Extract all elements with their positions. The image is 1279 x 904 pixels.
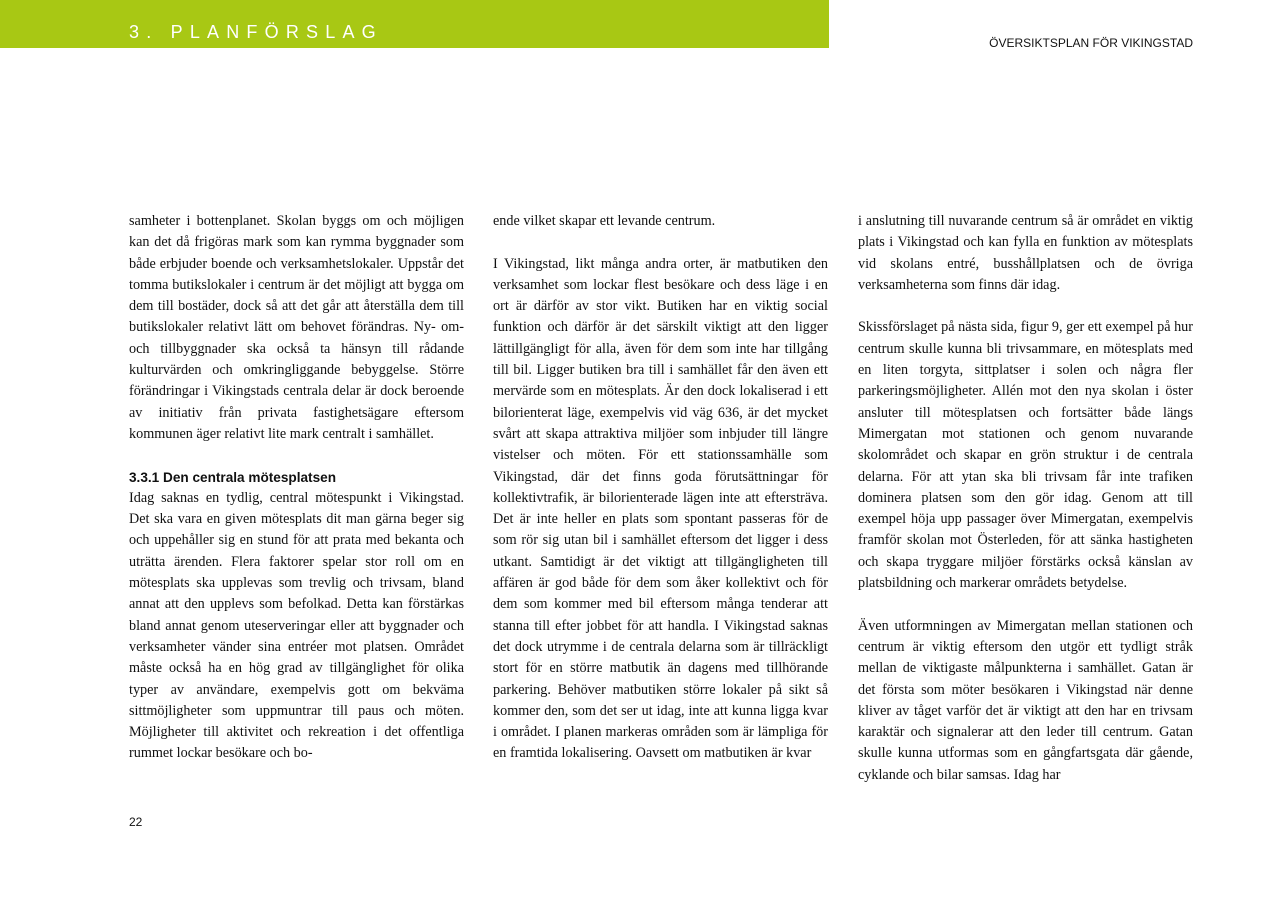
chapter-header-band bbox=[0, 0, 829, 48]
paragraph: Skissförslaget på nästa sida, figur 9, ger ett exempel på hur centrum skulle kunna bli trivsammare, en mötesplats med en liten torgyta, sittplatser i solen och några fler parkeringsmöjligheter. Allén mot den nya skolan i öster ansluter till mötesplatsen och fortsätter både längs Mimergatan mot stationen och genom nuvarande skolområdet och skapar en grön struktur i de centrala delarna. För att ytan ska bli trivsam får inte trafiken dominera platsen som den gör idag. Genom att till exempel höja upp passager över Mimergatan, exempelvis framför skolan mot Österleden, för att sänka hastigheten och skapa tryggare miljöer förstärks också känslan av platsbildning och markerar områdets betydelse. bbox=[858, 319, 1193, 592]
chapter-title: 3. PLANFÖRSLAG bbox=[129, 22, 383, 42]
paragraph: i anslutning till nuvarande centrum så är området en viktig plats i Vikingstad och kan fylla en funktion av mötesplats vid skolans entré, busshållplatsen och de övriga verksamheterna som finns där idag. bbox=[858, 213, 1193, 293]
page-number: 22 bbox=[129, 815, 143, 829]
paragraph: samheter i bottenplanet. Skolan byggs om och möjligen kan det då frigöras mark som kan rymma byggnader som både erbjuder boende och verksamhetslokaler. Uppstår det tomma butikslokaler i centrum är det möjligt att bygga om dem till bostäder, dock så att det går att återställa dem till butikslokaler relativt lätt om behovet förändras. Ny- om- och tillbyggnader ska också ta hänsyn till rådande kulturvärden och omkringliggande bebyggelse. Större förändringar i Vikingstads centrala delar är dock beroende av initiativ från privata fastighetsägare eftersom kommunen äger relativt lite mark centralt i samhället. bbox=[129, 213, 464, 442]
paragraph: I Vikingstad, likt många andra orter, är matbutiken den verksamhet som lockar flest besökare och dess läge i en ort är därför av stor vikt. Butiken har en viktig social funktion och därför är det särskilt viktigt att den ligger lättillgängligt för alla, även för dem som inte har tillgång till bil. Ligger butiken bra till i samhället får den även ett mervärde som en mötesplats. Är den dock lokaliserad i ett bilorienterat läge, exempelvis vid väg 636, är det mycket svårt att skapa attraktiva miljöer som inbjuder till längre vistelser och möten. För ett stationssamhälle som Vikingstad, där det finns goda förutsättningar för kollektivtrafik, är bilorienterade lägen inte att eftersträva. Det är inte heller en plats som spontant passeras för de som rör sig utan bil i samhället eftersom det ligger i dess utkant. Samtidigt är det viktigt att tillgängligheten till affären är god både för dem som åker kollektivt och för dem som kommer med bil eftersom många tenderar att stanna till efter jobbet för att handla. I Vikingstad saknas det dock utrymme i de centrala delarna som är tillräckligt stort för en större matbutik än dagens med tillhörande parkering. Behöver matbutiken större lokaler på sikt så kommer den, som det ser ut idag, inte att kunna ligga kvar i området. I planen markeras områden som är lämpliga för en framtida lokalisering. Oavsett om matbutiken är kvar bbox=[493, 255, 828, 762]
document-title: ÖVERSIKTSPLAN FÖR VIKINGSTAD bbox=[989, 36, 1193, 50]
paragraph: Även utformningen av Mimergatan mellan stationen och centrum är viktig eftersom den utgör ett tydligt stråk mellan de viktigaste målpunkterna i samhället. Gatan är det första som möter besökaren i Vikingstad när denne kliver av tåget varför det är viktigt att den har en trivsam karaktär och signalerar att den leder till centrum. Gatan skulle kunna utformas som en gångfartsgata där gående, cyklande och bilar samsas. Idag har bbox=[858, 617, 1193, 783]
paragraph: Idag saknas en tydlig, central mötespunkt i Vikingstad. Det ska vara en given mötesplats dit man gärna beger sig och uppehåller sig en stund för att prata med bekanta och uträtta ärenden. Flera faktorer spelar stor roll om en mötesplats ska upplevas som trevlig och trivsam, bland annat att den upplevs som befolkad. Detta kan förstärkas bland annat genom uteserveringar eller att byggnader och verksamheter vänder sina entréer mot platsen. Området måste också ha en hög grad av tillgänglighet för olika typer av användare, exempelvis gott om bekväma sittmöjligheter som uppmuntrar till paus och möten. Möjligheter till aktivitet och rekreation i det offentliga rummet lockar besökare och bo- bbox=[129, 489, 464, 762]
section-subheading: 3.3.1 Den centrala mötesplatsen bbox=[129, 469, 337, 485]
text-column-3 bbox=[858, 211, 1193, 786]
text-column-1 bbox=[129, 211, 464, 765]
paragraph: ende vilket skapar ett levande centrum. bbox=[493, 213, 716, 229]
text-column-2 bbox=[493, 211, 828, 765]
